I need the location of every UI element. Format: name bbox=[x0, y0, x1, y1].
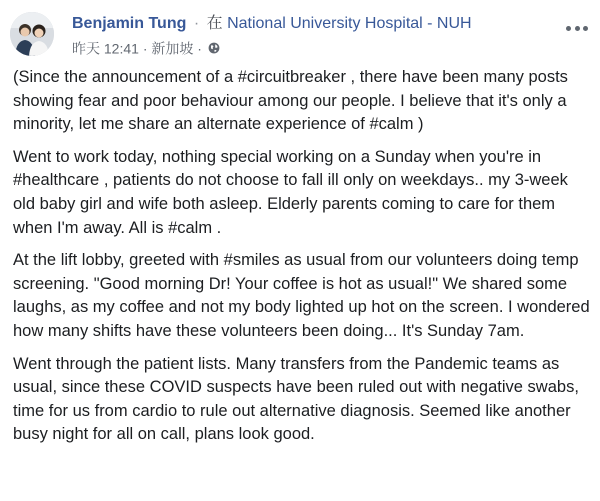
author-name[interactable]: Benjamin Tung bbox=[72, 15, 187, 32]
more-options-button[interactable] bbox=[566, 20, 588, 36]
author-line bbox=[72, 13, 472, 35]
author-avatar[interactable] bbox=[10, 12, 54, 56]
meta-separator: · bbox=[142, 40, 148, 57]
post-body bbox=[13, 66, 593, 456]
more-options-icon-dot bbox=[575, 26, 580, 31]
globe-icon[interactable] bbox=[208, 42, 220, 54]
author-separator: · bbox=[193, 15, 200, 32]
at-label: 在 bbox=[206, 15, 223, 32]
post-paragraph: Went through the patient lists. Many transfers from the Pandemic teams as usual, since these COVID suspects have been ruled out with negative swabs, time for us from cardio to rule out alternative diagnosis. Seemed like another busy night for all on call, plans look good. bbox=[13, 354, 579, 444]
post-timestamp[interactable]: 昨天 12:41 bbox=[72, 40, 139, 57]
more-options-icon-dot bbox=[583, 26, 588, 31]
post-place: 新加坡 bbox=[151, 40, 194, 57]
avatar-photo bbox=[10, 12, 54, 56]
location-link[interactable]: National University Hospital - NUH bbox=[227, 15, 472, 32]
post-header bbox=[10, 12, 600, 62]
meta-separator-2: · bbox=[197, 40, 202, 57]
post-paragraph: Went to work today, nothing special working on a Sunday when you're in #healthcare , patients do not choose to fall ill only on weekdays.. my 3-week old baby girl and wife both asleep. Elderly parents coming to care for them when I'm away. All is #calm . bbox=[13, 147, 568, 237]
post-paragraph: At the lift lobby, greeted with #smiles as usual from our volunteers doing temp screening. "Good morning Dr! Your coffee is hot as usual!" We shared some laughs, as my coffee and not my body lighted up hot on the screen. I wondered how many shifts have these volunteers been doing... It's Sunday 7am. bbox=[13, 251, 590, 340]
post-meta bbox=[72, 37, 220, 58]
more-options-icon bbox=[566, 26, 571, 31]
post-paragraph: (Since the announcement of a #circuitbreaker , there have been many posts showing fear and poor behaviour among our people. I believe that it's only a minority, let me share an alternate experience of #calm ) bbox=[13, 68, 568, 134]
